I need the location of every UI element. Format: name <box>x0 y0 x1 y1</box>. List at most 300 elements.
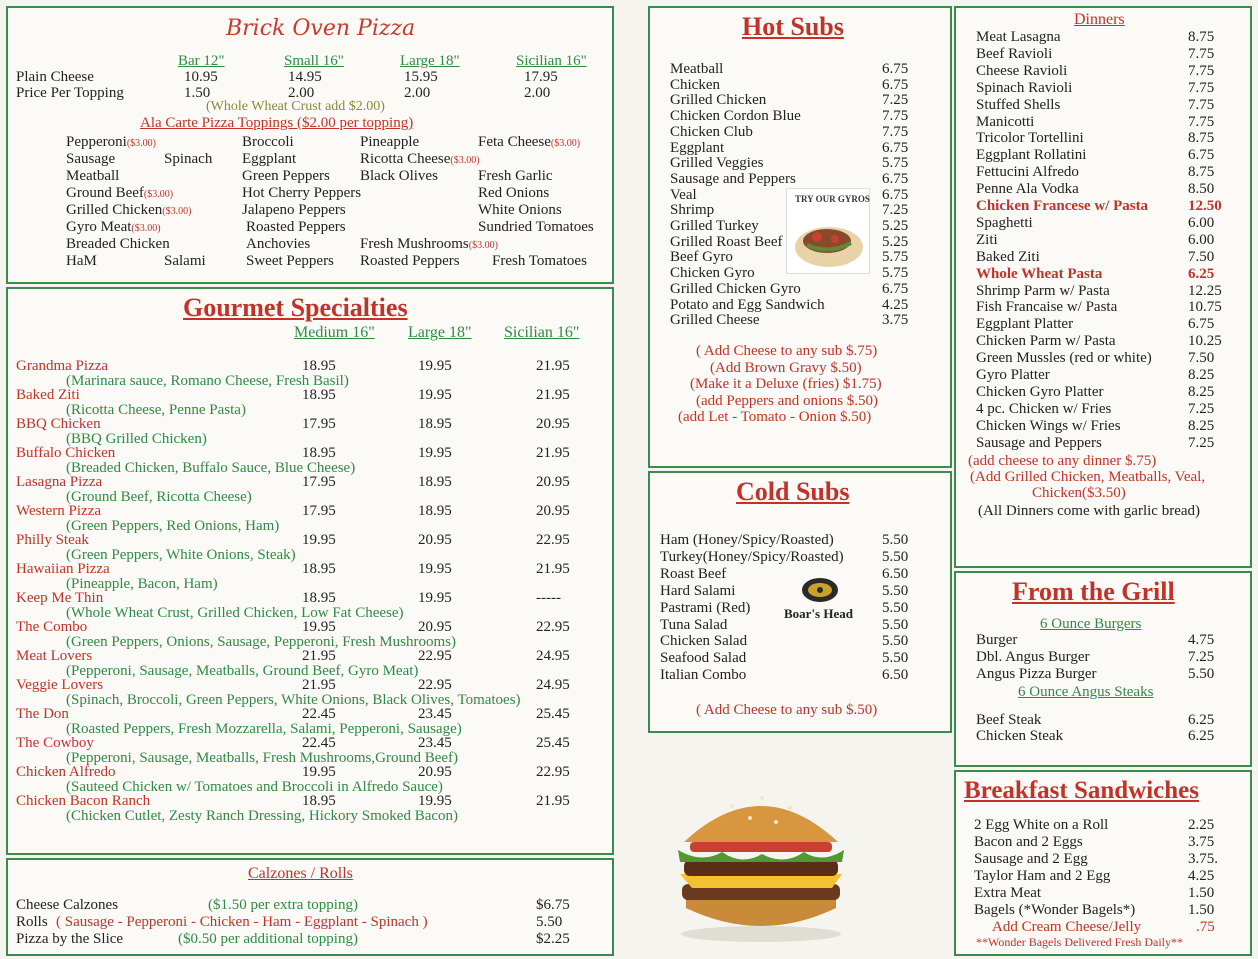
gourmet-item-price: 23.45 <box>418 735 452 751</box>
gourmet-item-price: 19.95 <box>302 764 336 780</box>
hot-sub-note: (Make it a Deluxe (fries) $1.75) <box>690 376 882 392</box>
breakfast-footer: **Wonder Bagels Delivered Fresh Daily** <box>976 935 1183 949</box>
topping-item <box>246 219 346 235</box>
topping-item <box>66 236 170 252</box>
hot-sub-name: Potato and Egg Sandwich <box>670 296 825 313</box>
topping-item <box>246 236 310 252</box>
burger-name: Burger <box>976 632 1018 648</box>
pizza-row-price: 2.00 <box>524 85 551 101</box>
steak-price: 6.25 <box>1188 712 1215 728</box>
hot-sub-name: Grilled Roast Beef <box>670 233 783 250</box>
topping-item <box>66 202 191 218</box>
burgers-subtitle: 6 Ounce Burgers <box>1040 616 1142 632</box>
calzone-item-name: Rolls <box>16 914 48 930</box>
dinner-item-price: 10.25 <box>1188 333 1222 350</box>
breakfast-item-name: Bagels (*Wonder Bagels*) <box>974 902 1136 918</box>
gourmet-item-price: 19.95 <box>418 358 452 374</box>
topping-item <box>360 134 419 150</box>
topping-name: Broccoli <box>242 134 294 150</box>
dinner-item-name: Baked Ziti <box>976 248 1040 265</box>
gourmet-item-price: 18.95 <box>302 445 336 461</box>
dinners-title: Dinners <box>1074 11 1125 28</box>
topping-name: Fresh Mushrooms <box>360 236 469 252</box>
topping-name: Ricotta Cheese <box>360 151 451 167</box>
topping-item <box>478 202 562 218</box>
gourmet-item-price: 19.95 <box>302 532 336 548</box>
pizza-size-header: Sicilian 16" <box>516 53 587 69</box>
topping-name: Anchovies <box>246 236 311 252</box>
pizza-row-price: 10.95 <box>184 69 218 85</box>
calzone-item-price: $2.25 <box>536 931 570 947</box>
gourmet-item-price: 24.95 <box>536 648 570 664</box>
breakfast-item-name: Taylor Ham and 2 Egg <box>974 868 1111 884</box>
topping-name: Black Olives <box>360 168 438 184</box>
hot-sub-price: 5.75 <box>882 265 909 282</box>
gourmet-item-price: 20.95 <box>536 416 570 432</box>
gourmet-item-price: 18.95 <box>302 561 336 577</box>
breakfast-item-name: Bacon and 2 Eggs <box>974 834 1083 850</box>
pizza-row-label: Price Per Topping <box>16 85 124 101</box>
topping-item <box>478 134 580 150</box>
steak-name: Beef Steak <box>976 712 1042 728</box>
topping-extra-price: ($3.00) <box>468 240 498 251</box>
gourmet-item-price: 19.95 <box>418 793 452 809</box>
topping-name: Eggplant <box>242 151 297 167</box>
gourmet-size-header: Medium 16" <box>294 324 375 341</box>
gourmet-item-price: 19.95 <box>418 561 452 577</box>
cold-subs-title: Cold Subs <box>736 477 850 506</box>
hot-sub-name: Grilled Cheese <box>670 312 760 329</box>
topping-item <box>66 219 161 235</box>
hot-sub-name: Meatball <box>670 61 724 77</box>
topping-extra-price: ($3.00) <box>126 138 156 149</box>
cold-sub-name: Italian Combo <box>660 667 747 684</box>
dinner-note: Chicken($3.50) <box>1032 485 1126 501</box>
gourmet-item-desc: (Sauteed Chicken w/ Tomatoes and Broccoli in Alfredo Sauce) <box>66 779 443 795</box>
burger-name: Angus Pizza Burger <box>976 665 1097 682</box>
dinner-item-name: Chicken Parm w/ Pasta <box>976 333 1116 350</box>
dinner-item-name: Chicken Francese w/ Pasta <box>976 198 1149 214</box>
topping-name: HaM <box>66 253 97 269</box>
gourmet-item-desc: (Pepperoni, Sausage, Meatballs, Fresh Mushrooms,Ground Beef) <box>66 750 459 766</box>
topping-name: Roasted Peppers <box>246 219 346 235</box>
calzone-item-price: $6.75 <box>536 897 570 913</box>
gourmet-item-price: 22.45 <box>302 735 336 751</box>
dinner-item-name: Chicken Wings w/ Fries <box>976 417 1121 434</box>
pizza-row-price: 2.00 <box>404 85 431 101</box>
gourmet-item-price: 19.95 <box>418 387 452 403</box>
hot-sub-price: 7.25 <box>882 202 909 219</box>
hot-sub-price: 6.75 <box>882 139 909 156</box>
gourmet-item-price: 18.95 <box>418 416 452 432</box>
gyro-icon <box>789 207 869 273</box>
topping-name: Pineapple <box>360 134 420 150</box>
gourmet-item-desc: (Whole Wheat Crust, Grilled Chicken, Low Fat Cheese) <box>66 605 404 621</box>
hot-sub-name: Beef Gyro <box>670 249 733 266</box>
gourmet-item-price: 20.95 <box>536 474 570 490</box>
cold-sub-price: 5.50 <box>882 633 909 650</box>
gourmet-item-price: 25.45 <box>536 735 570 751</box>
gourmet-item-price: 18.95 <box>302 590 336 606</box>
dinner-item-price: 7.75 <box>1188 45 1215 62</box>
gourmet-item-desc: (Pineapple, Bacon, Ham) <box>66 576 218 592</box>
pizza-row-label: Plain Cheese <box>16 69 94 85</box>
cold-sub-name: Seafood Salad <box>660 650 747 667</box>
dinner-item-name: Meat Lasagna <box>976 29 1061 45</box>
breakfast-item-price: 2.25 <box>1188 817 1215 833</box>
gourmet-item-price: ----- <box>536 590 561 606</box>
hot-sub-name: Chicken Cordon Blue <box>670 108 801 125</box>
topping-item <box>242 134 294 150</box>
toppings-title: Ala Carte Pizza Toppings ($2.00 per topping) <box>140 115 414 131</box>
topping-extra-price: ($3.00) <box>162 206 192 217</box>
steaks-subtitle: 6 Ounce Angus Steaks <box>1018 684 1154 700</box>
cold-sub-name: Tuna Salad <box>660 616 728 633</box>
gourmet-item-price: 21.95 <box>536 358 570 374</box>
dinner-item-name: Fish Francaise w/ Pasta <box>976 299 1118 316</box>
calzone-item-note: ($0.50 per additional topping) <box>178 931 358 947</box>
topping-item <box>360 168 438 184</box>
topping-name: Jalapeno Peppers <box>242 202 346 218</box>
hot-sub-name: Grilled Chicken <box>670 92 767 109</box>
topping-item <box>242 185 361 201</box>
gourmet-item-name: Keep Me Thin <box>16 590 104 606</box>
hot-sub-price: 5.75 <box>882 249 909 266</box>
gourmet-item-price: 22.95 <box>418 677 452 693</box>
gourmet-item-price: 21.95 <box>536 387 570 403</box>
hot-subs-panel <box>648 6 952 468</box>
cold-sub-price: 5.50 <box>882 616 909 633</box>
dinner-item-price: 8.75 <box>1188 164 1215 181</box>
hot-sub-note: ( Add Cheese to any sub $.75) <box>696 343 878 359</box>
gourmet-item-desc: (Pepperoni, Sausage, Meatballs, Ground Beef, Gyro Meat) <box>66 663 419 679</box>
gourmet-title: Gourmet Specialties <box>183 293 408 322</box>
dinner-item-name: Ziti <box>976 231 998 248</box>
gourmet-item-price: 18.95 <box>302 358 336 374</box>
topping-extra-price: ($3.00) <box>143 189 174 200</box>
topping-extra-price: ($3.00) <box>550 138 581 149</box>
gourmet-item-price: 23.45 <box>418 706 452 722</box>
dinner-item-name: Manicotti <box>976 113 1035 130</box>
topping-item <box>478 219 594 235</box>
hot-sub-name: Grilled Veggies <box>670 155 764 172</box>
topping-name: Salami <box>164 253 206 269</box>
dinner-item-name: Stuffed Shells <box>976 96 1061 113</box>
hot-sub-name: Sausage and Peppers <box>670 170 796 187</box>
dinner-garlic-note: (All Dinners come with garlic bread) <box>978 503 1201 519</box>
dinner-item-price: 7.25 <box>1188 400 1215 417</box>
dinner-item-price: 8.25 <box>1188 417 1215 434</box>
pizza-row-price: 15.95 <box>404 69 438 85</box>
dinner-item-price: 8.75 <box>1188 130 1215 147</box>
gourmet-item-price: 21.95 <box>302 677 336 693</box>
cold-sub-price: 5.50 <box>882 650 909 667</box>
gourmet-item-name: Meat Lovers <box>16 648 93 664</box>
dinner-item-price: 6.75 <box>1188 316 1215 333</box>
pizza-row-price: 17.95 <box>524 69 558 85</box>
topping-item <box>478 185 549 201</box>
gourmet-item-name: BBQ Chicken <box>16 416 101 432</box>
calzones-panel <box>6 858 614 956</box>
dinner-item-price: 7.75 <box>1188 96 1215 113</box>
burger-photo <box>672 776 850 946</box>
cold-sub-price: 6.50 <box>882 565 909 582</box>
gourmet-item-price: 20.95 <box>418 619 452 635</box>
cold-sub-price: 5.50 <box>882 532 909 548</box>
hot-sub-price: 7.75 <box>882 108 909 125</box>
cold-sub-price: 5.50 <box>882 582 909 599</box>
pizza-row-price: 14.95 <box>288 69 322 85</box>
dinner-item-name: Green Mussles (red or white) <box>976 350 1152 367</box>
dinner-item-price: 12.50 <box>1188 198 1222 214</box>
dinner-item-name: Shrimp Parm w/ Pasta <box>976 282 1110 299</box>
gourmet-item-name: Chicken Alfredo <box>16 764 116 780</box>
dinner-item-name: Eggplant Rollatini <box>976 147 1087 164</box>
topping-name: Pepperoni <box>66 134 127 150</box>
topping-item <box>360 151 480 167</box>
boars-head-logo <box>780 577 860 623</box>
dinner-item-price: 6.00 <box>1188 214 1215 231</box>
cold-subs-panel <box>648 471 952 733</box>
gyro-promo-image <box>786 188 870 274</box>
gyro-promo-label: TRY OUR GYROS <box>795 194 870 204</box>
gourmet-item-price: 18.95 <box>302 387 336 403</box>
dinner-item-name: Whole Wheat Pasta <box>976 265 1103 282</box>
dinner-item-name: Fettucini Alfredo <box>976 164 1079 181</box>
burger-icon <box>672 776 850 946</box>
cold-sub-name: Chicken Salad <box>660 633 748 650</box>
hot-sub-price: 5.25 <box>882 233 909 250</box>
gourmet-item-price: 20.95 <box>536 503 570 519</box>
gourmet-item-price: 18.95 <box>418 503 452 519</box>
cold-subs-note: ( Add Cheese to any sub $.50) <box>696 702 878 718</box>
dinner-item-name: 4 pc. Chicken w/ Fries <box>976 400 1112 417</box>
dinner-item-price: 8.50 <box>1188 181 1215 198</box>
topping-name: Breaded Chicken <box>66 236 170 252</box>
topping-name: Gyro Meat <box>66 219 132 235</box>
cold-sub-price: 5.50 <box>882 548 909 565</box>
gourmet-item-name: The Cowboy <box>16 735 94 751</box>
gourmet-item-price: 22.45 <box>302 706 336 722</box>
topping-name: Feta Cheese <box>478 134 551 150</box>
topping-name: White Onions <box>478 202 562 218</box>
hot-sub-price: 5.25 <box>882 218 909 234</box>
gourmet-item-price: 24.95 <box>536 677 570 693</box>
dinner-item-price: 7.75 <box>1188 79 1215 96</box>
hot-sub-name: Chicken Club <box>670 123 753 140</box>
gourmet-item-name: Western Pizza <box>16 503 102 519</box>
cold-sub-price: 5.50 <box>882 599 909 616</box>
steak-name: Chicken Steak <box>976 728 1064 744</box>
breakfast-item-price: 1.50 <box>1188 885 1215 901</box>
dinner-item-name: Penne Ala Vodka <box>976 181 1079 198</box>
hot-sub-name: Eggplant <box>670 139 725 156</box>
dinner-item-name: Eggplant Platter <box>976 316 1074 333</box>
gourmet-item-desc: (Green Peppers, Onions, Sausage, Pepperoni, Fresh Mushrooms) <box>66 634 456 650</box>
cold-sub-name: Hard Salami <box>660 582 736 599</box>
burger-price: 7.25 <box>1188 648 1215 665</box>
breakfast-title: Breakfast Sandwiches <box>964 777 1199 804</box>
grill-panel <box>954 571 1252 767</box>
dinners-panel <box>954 6 1252 568</box>
gourmet-item-price: 19.95 <box>418 590 452 606</box>
gourmet-item-desc: (Ground Beef, Ricotta Cheese) <box>66 489 252 505</box>
topping-name: Spinach <box>164 151 213 167</box>
gourmet-item-price: 25.45 <box>536 706 570 722</box>
gourmet-item-desc: (Breaded Chicken, Buffalo Sauce, Blue Cheese) <box>66 460 356 476</box>
dinner-item-price: 8.25 <box>1188 383 1215 400</box>
hot-sub-name: Shrimp <box>670 202 715 219</box>
dinner-item-price: 12.25 <box>1188 282 1222 299</box>
gourmet-item-desc: (Ricotta Cheese, Penne Pasta) <box>66 402 246 418</box>
gourmet-item-price: 21.95 <box>302 648 336 664</box>
topping-item <box>242 168 330 184</box>
burger-price: 4.75 <box>1188 632 1215 648</box>
gourmet-item-desc: (Green Peppers, Red Onions, Ham) <box>66 518 280 534</box>
topping-item <box>66 134 156 150</box>
hot-sub-price: 6.75 <box>882 280 909 297</box>
dinner-item-price: 7.75 <box>1188 62 1215 79</box>
dinner-item-price: 10.75 <box>1188 299 1222 316</box>
hot-sub-name: Veal <box>670 186 697 203</box>
topping-name: Sausage <box>66 151 116 167</box>
breakfast-panel <box>954 770 1252 956</box>
topping-item <box>66 151 115 167</box>
topping-name: Sweet Peppers <box>246 253 334 269</box>
boars-head-icon <box>800 577 840 603</box>
gourmet-size-header: Sicilian 16" <box>504 324 580 341</box>
steak-price: 6.25 <box>1188 728 1215 744</box>
dinner-item-price: 7.25 <box>1188 434 1215 451</box>
dinner-item-name: Gyro Platter <box>976 367 1050 383</box>
cold-sub-name: Ham (Honey/Spicy/Roasted) <box>660 532 834 548</box>
hot-subs-title: Hot Subs <box>742 12 844 41</box>
hot-sub-price: 3.75 <box>882 312 909 329</box>
gourmet-item-price: 21.95 <box>536 561 570 577</box>
gourmet-item-name: Veggie Lovers <box>16 677 104 693</box>
brick-oven-pizza-panel <box>6 6 614 284</box>
hot-sub-price: 6.75 <box>882 61 909 77</box>
breakfast-item-price: 1.50 <box>1188 902 1215 918</box>
topping-item <box>478 168 553 184</box>
hot-sub-price: 7.75 <box>882 123 909 140</box>
breakfast-item-price: 4.25 <box>1188 868 1215 884</box>
dinner-item-name: Beef Ravioli <box>976 45 1053 62</box>
topping-name: Ground Beef <box>66 185 144 201</box>
pizza-size-header: Bar 12" <box>178 53 225 69</box>
breakfast-item-price: .75 <box>1196 919 1215 935</box>
gourmet-size-header: Large 18" <box>408 324 472 341</box>
hot-sub-name: Chicken <box>670 76 720 93</box>
gourmet-item-desc: (Marinara sauce, Romano Cheese, Fresh Basil) <box>66 373 349 389</box>
gourmet-item-price: 17.95 <box>302 416 336 432</box>
hot-sub-price: 5.75 <box>882 155 909 172</box>
hot-sub-name: Grilled Chicken Gyro <box>670 280 801 297</box>
topping-extra-price: ($3.00) <box>450 155 480 166</box>
dinner-item-name: Cheese Ravioli <box>976 62 1068 79</box>
dinner-item-name: Tricolor Tortellini <box>976 130 1084 147</box>
gourmet-item-desc: (Spinach, Broccoli, Green Peppers, White Onions, Black Olives, Tomatoes) <box>66 692 521 708</box>
gourmet-item-price: 22.95 <box>418 648 452 664</box>
dinner-item-name: Spinach Ravioli <box>976 79 1073 96</box>
gourmet-item-price: 22.95 <box>536 619 570 635</box>
gourmet-item-price: 21.95 <box>536 445 570 461</box>
dinner-item-price: 7.50 <box>1188 248 1215 265</box>
hot-sub-price: 6.75 <box>882 170 909 187</box>
topping-item <box>360 236 498 252</box>
topping-item <box>492 253 587 269</box>
dinner-item-price: 8.25 <box>1188 367 1215 383</box>
topping-name: Red Onions <box>478 185 550 201</box>
cold-sub-price: 6.50 <box>882 667 909 684</box>
topping-name: Fresh Garlic <box>478 168 553 184</box>
breakfast-item-name: Extra Meat <box>974 885 1042 901</box>
pizza-size-header: Small 16" <box>284 53 344 69</box>
gourmet-item-name: Philly Steak <box>16 532 89 548</box>
dinner-item-name: Spaghetti <box>976 214 1033 231</box>
topping-item <box>164 151 212 167</box>
pizza-title: Brick Oven Pizza <box>226 16 416 41</box>
breakfast-item-name: Sausage and 2 Egg <box>974 851 1088 867</box>
gourmet-item-price: 17.95 <box>302 503 336 519</box>
gourmet-item-price: 18.95 <box>302 793 336 809</box>
pizza-row-price: 2.00 <box>288 85 315 101</box>
dinner-item-price: 7.50 <box>1188 350 1215 367</box>
gourmet-item-name: Buffalo Chicken <box>16 445 116 461</box>
breakfast-item-name: 2 Egg White on a Roll <box>974 817 1109 833</box>
gourmet-item-desc: (Roasted Peppers, Fresh Mozzarella, Salami, Pepperoni, Sausage) <box>66 721 462 737</box>
topping-item <box>242 151 296 167</box>
whole-wheat-note: (Whole Wheat Crust add $2.00) <box>206 99 385 114</box>
topping-name: Green Peppers <box>242 168 330 184</box>
gourmet-item-price: 21.95 <box>536 793 570 809</box>
gourmet-item-price: 20.95 <box>418 532 452 548</box>
topping-name: Meatball <box>66 168 120 184</box>
topping-name: Roasted Peppers <box>360 253 460 269</box>
topping-item <box>164 253 206 269</box>
hot-sub-price: 6.75 <box>882 76 909 93</box>
cold-sub-name: Pastrami (Red) <box>660 599 751 616</box>
topping-name: Sundried Tomatoes <box>478 219 594 235</box>
gourmet-item-name: Baked Ziti <box>16 387 80 403</box>
gourmet-item-name: Lasagna Pizza <box>16 474 103 490</box>
dinner-note: (add cheese to any dinner $.75) <box>968 453 1157 469</box>
gourmet-specialties-panel <box>6 287 614 855</box>
hot-sub-name: Grilled Turkey <box>670 218 759 234</box>
breakfast-item-name: Add Cream Cheese/Jelly <box>992 919 1142 935</box>
dinner-item-price: 6.25 <box>1188 265 1215 282</box>
gourmet-item-price: 22.95 <box>536 532 570 548</box>
topping-extra-price: ($3.00) <box>131 223 161 234</box>
calzone-item-name: Cheese Calzones <box>16 897 119 913</box>
dinner-item-price: 7.75 <box>1188 113 1215 130</box>
topping-name: Hot Cherry Peppers <box>242 185 362 201</box>
hot-sub-price: 6.75 <box>882 186 909 203</box>
gourmet-item-desc: (BBQ Grilled Chicken) <box>66 431 207 447</box>
gourmet-item-name: The Combo <box>16 619 88 635</box>
gourmet-item-name: Grandma Pizza <box>16 358 109 374</box>
pizza-size-header: Large 18" <box>400 53 460 69</box>
cold-sub-name: Roast Beef <box>660 565 727 582</box>
calzone-item-name: Pizza by the Slice <box>16 931 124 947</box>
calzone-item-price: 5.50 <box>536 914 563 930</box>
grill-title: From the Grill <box>1012 577 1175 606</box>
gourmet-item-price: 19.95 <box>418 445 452 461</box>
hot-sub-note: (add Peppers and onions $.50) <box>696 392 879 409</box>
gourmet-item-desc: (Chicken Cutlet, Zesty Ranch Dressing, Hickory Smoked Bacon) <box>66 808 459 824</box>
topping-name: Fresh Tomatoes <box>492 253 587 269</box>
topping-item <box>242 202 346 218</box>
